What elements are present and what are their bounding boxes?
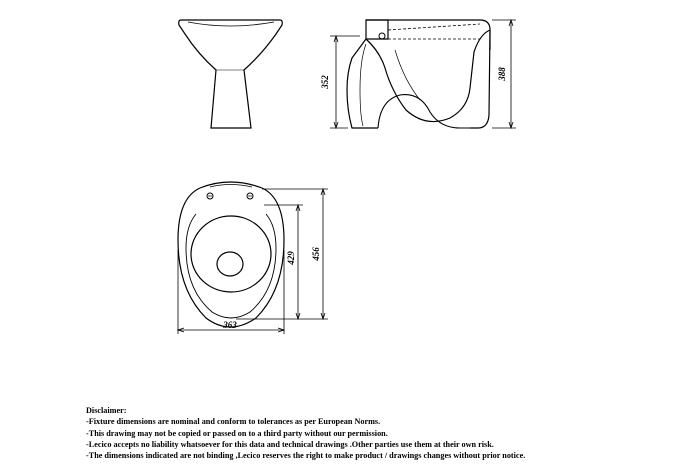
disclaimer-line: -Lecico accepts no liability whatsoever for this data and technical drawings .Other parties use them at their own risk. <box>86 439 494 449</box>
side-dimensions <box>330 20 516 128</box>
disclaimer-block <box>86 405 676 461</box>
disclaimer-line: -This drawing may not be copied or passed on to a third party without our permission. <box>86 428 388 438</box>
top-view <box>178 182 284 327</box>
dimension-side-388: 388 <box>497 67 507 81</box>
dimension-top-363: 363 <box>223 320 237 330</box>
disclaimer-title: Disclaimer: <box>86 406 127 415</box>
side-view <box>347 20 490 128</box>
dimension-top-456: 456 <box>311 247 321 261</box>
disclaimer-line: -The dimensions indicated are not binding ,Lecico reserves the right to make product / drawings changes without prior notice. <box>86 451 526 461</box>
dimension-top-429: 429 <box>286 251 296 265</box>
dimension-side-352: 352 <box>320 75 330 89</box>
front-view <box>179 20 283 128</box>
disclaimer-line: -Fixture dimensions are nominal and conform to tolerances as per European Norms. <box>86 417 381 427</box>
